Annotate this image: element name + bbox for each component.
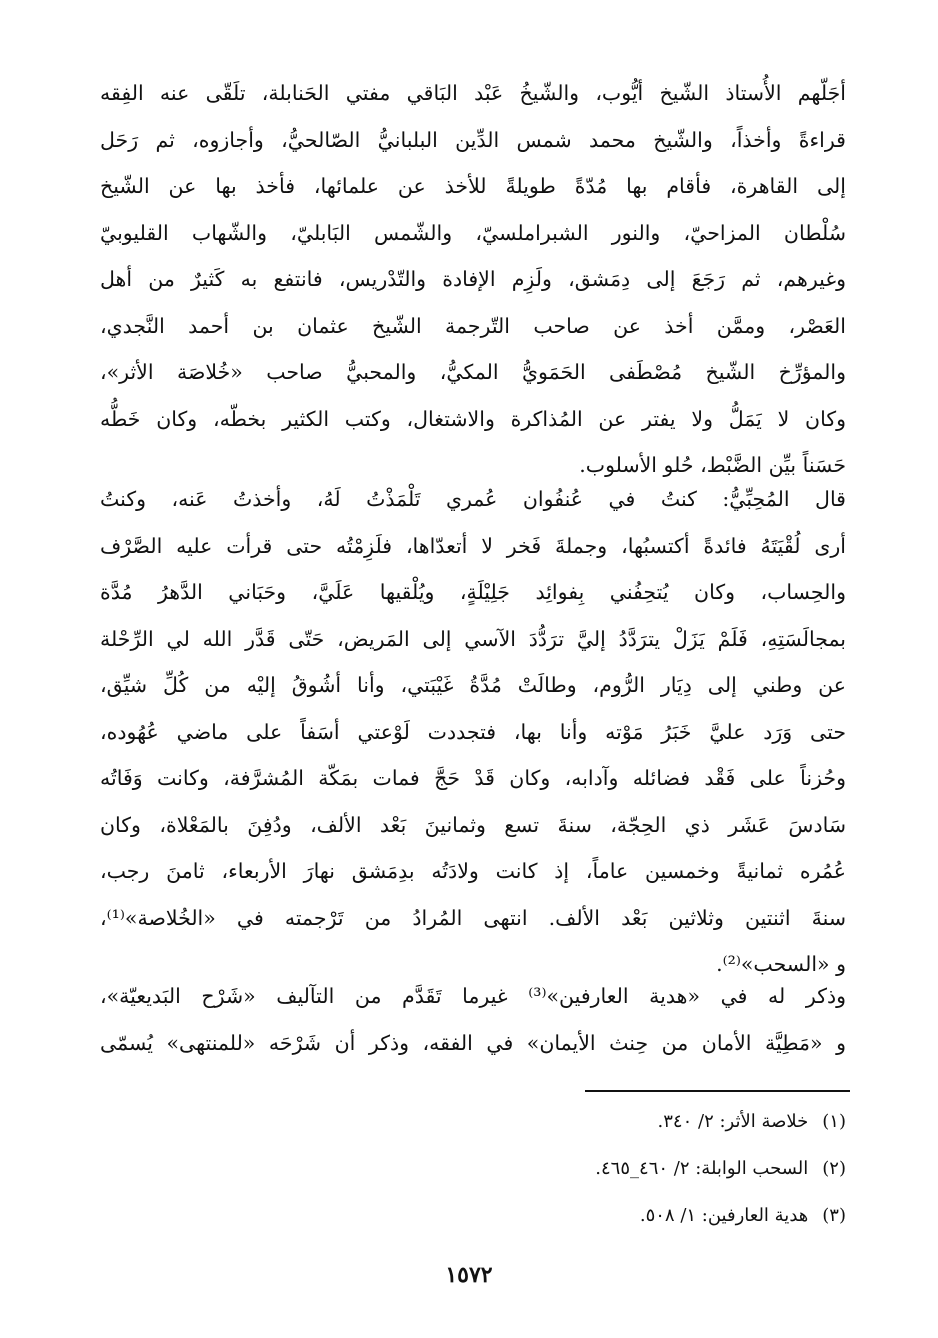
text-line: إلى القاهرة، فأقام بها مُدّةً طويلةً للأخذ عن علمائها، فأخذ بها عن الشّيخ [100, 174, 846, 198]
text-line: وغيرهم، ثم رَجَعَ إلى دِمَشق، ولَزِم الإفادة والتّدْريس، فانتفع به كَثيرٌ من أهل [100, 267, 846, 291]
footnote-divider [585, 1090, 850, 1092]
text-line: والمؤرِّخ الشّيخ مُصْطَفى الحَمَويُّ المكيُّ، والمحبيُّ صاحب «خُلاصَة الأثر»، [100, 360, 846, 384]
text-line: قراءةً وأخذاً، والشّيخ محمد شمس الدِّين البلبانيُّ الصّالحيُّ، وأجازوه، ثم رَحَل [100, 127, 846, 152]
text-line: والحِساب، وكان يُتحِفُني بِفوائِد جَلِيْلَةٍ، ويُلْقيها عَلَيَّ، وحَبَاني الدَّهرُ مُدَّة [100, 580, 846, 604]
footnotes [246, 1102, 846, 1243]
text-line: قال المُحِبِّيُّ: كنتُ في عُنفُوان عُمري تَلْمَذْتُ لَهُ، وأخذتُ عَنه، وكنتُ [100, 487, 846, 511]
footnote [246, 1196, 846, 1243]
text-line: عن وطني إلى دِيَار الرُّوم، وطالَتْ مُدَّةُ غَيْبَتي، وأنا أشُوقُ إليْه من كُلِّ شيِّق، [100, 673, 846, 697]
paragraph-2 [100, 476, 846, 988]
footnote-number: (٢) [822, 1158, 846, 1179]
text-line: و «السحب»⁽²⁾. [716, 952, 846, 976]
paragraph-3 [100, 973, 846, 1066]
footnote [246, 1149, 846, 1196]
text-line: حَسَناً بيِّن الضَّبْط، حُلو الأسلوب. [579, 453, 846, 477]
text-line: بمجالَسَتِهِ، فَلَمْ يَزَلْ يترَدَّدُ إليَّ ترَدُّدَ الآسي إلى المَريض، حَتّى قَدَّر الله لي الرِّحْلة [100, 626, 846, 651]
text-line: عُمُره ثمانيةً وخمسين عاماً، إذ كانت ولادَتُه بدِمَشق نهارَ الأربعاء، ثامنَ رجب، [100, 859, 846, 883]
text-line: سنةَ اثنتين وثلاثين بَعْد الألف. انتهى المُرادُ من تَرْجمته في «الخُلاصة»⁽¹⁾، [100, 905, 846, 930]
footnote-number: (٣) [822, 1205, 846, 1226]
text-line: وكان لا يَمَلُّ ولا يفتر عن المُذاكرة والاشتغال، وكتب الكثير بخطّه، وكان خَطُّه [100, 406, 846, 431]
footnote-text: هدية العارفين: ١/ ٥٠٨. [639, 1205, 809, 1226]
text-line: العَصْر، وممَّن أخذ عن صاحب التّرجمة الشّيخ عثمان بن أحمد النَّجدي، [100, 313, 846, 338]
footnote [246, 1102, 846, 1149]
text-line: و «مَطِيَّة الأمان من حِنث الأيمان» في الفقه، وذكر أن شَرْحَه «للمنتهى» يُسمّى [100, 1030, 846, 1055]
text-line: أرى لُقْيَتَهُ فائدةً أكتسبُها، وجملةَ فَخر لا أتعدّاها، فلَزِمْتُه حتى قرأت عليه الصَّرْف [100, 533, 846, 558]
text-line: أجَلّهم الأُستاذ الشّيخ أيُّوب، والشّيخُ عَبْد البَاقي مفتي الحَنابلة، تلَقّى عنه الفِقه [100, 81, 846, 105]
footnote-text: السحب الوابلة: ٢/ ٤٦٠_٤٦٥. [595, 1158, 809, 1179]
footnote-number: (١) [822, 1111, 846, 1132]
text-line: وحُزناً على فَقْد فضائله وآدابه، وكان قَدْ حَجَّ فمات بمَكّة المُشرَّفة، وكانت وَفَاتُه [100, 766, 846, 790]
text-line: سَادسَ عَشَر ذي الحِجّة، سنةَ تسع وثمانينَ بَعْد الألف، ودُفِنَ بالمَعْلاة، وكان [100, 812, 846, 837]
paragraph-1 [100, 70, 846, 489]
text-line: وذكر له في «هدية العارفين»⁽³⁾ غيرما تَقَدَّم من التآليف «شَرْح البَديعيّة»، [100, 984, 846, 1008]
footnote-text: خلاصة الأثر: ٢/ ٣٤٠. [657, 1111, 809, 1132]
page-number: ١٥٧٢ [445, 1262, 493, 1288]
text-line: سُلْطان المزاحيّ، والنور الشبراملسيّ، والشّمس البَابليّ، والشّهاب القليوبيّ [100, 220, 846, 245]
text-line: حتى وَرَد عليَّ خَبَرُ مَوْته وأنا بها، فتجددت لَوْعتي أسَفاً على ماضي عُهُوده، [100, 719, 846, 744]
